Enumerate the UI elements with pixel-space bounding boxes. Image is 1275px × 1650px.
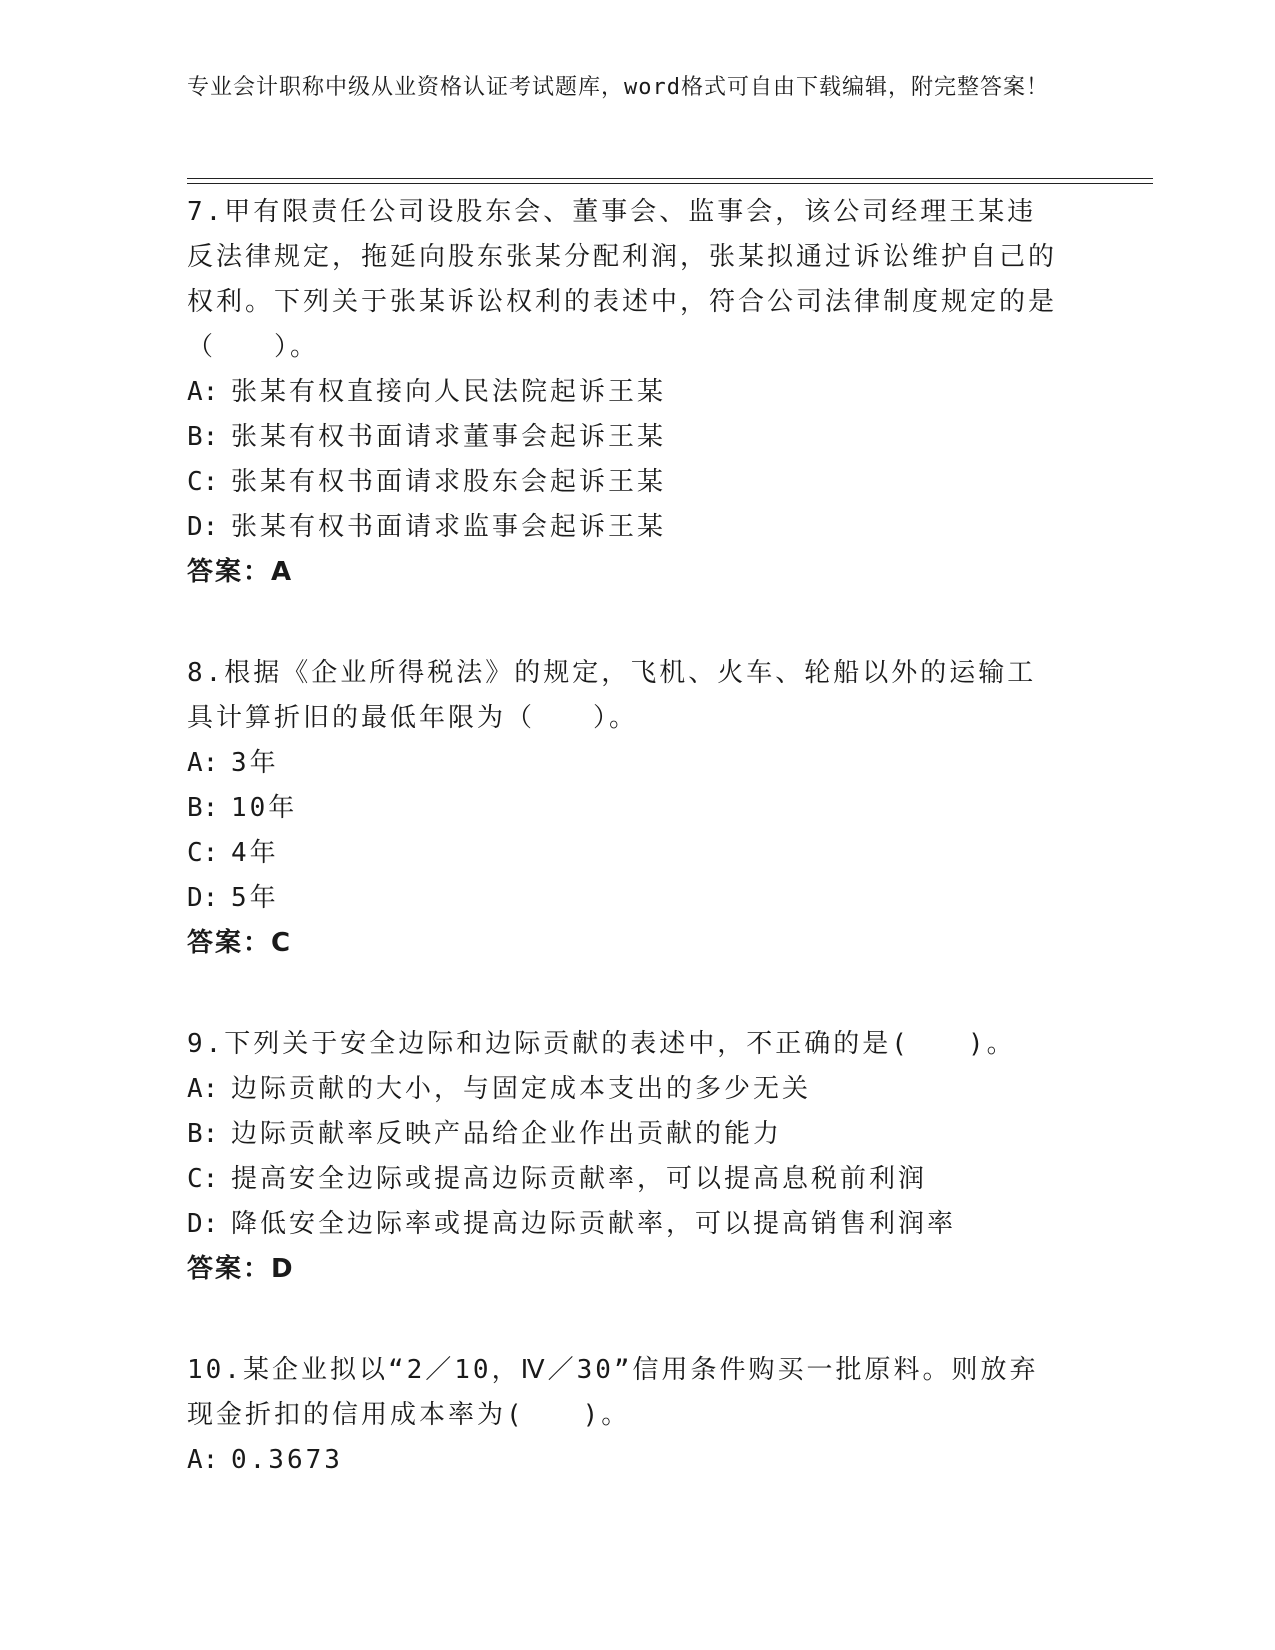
option-text: 0.3673 [231, 1445, 343, 1475]
option-key: D: [187, 1209, 219, 1239]
option-key: C: [187, 838, 219, 868]
question-stem: 7.甲有限责任公司设股东会、董事会、监事会，该公司经理王某违反法律规定，拖延向股东张某分配利润，张某拟通过诉讼维护自己的权利。下列关于张某诉讼权利的表述中，符合公司法律制度规定的是（ ）。 [187, 197, 1058, 362]
option-key: D: [187, 883, 219, 913]
question-list [187, 190, 1087, 1539]
question-9 [187, 1022, 1087, 1292]
option-d [187, 876, 1087, 921]
option-key: A: [187, 1074, 219, 1104]
answer-line: 答案：D [187, 1254, 295, 1284]
option-key: C: [187, 1164, 219, 1194]
option-b [187, 786, 1087, 831]
document-header: 专业会计职称中级从业资格认证考试题库，word格式可自由下载编辑，附完整答案！ [187, 75, 1049, 100]
option-a [187, 370, 1087, 415]
option-a [187, 1067, 1087, 1112]
option-a [187, 1438, 1087, 1483]
header-divider-top [187, 178, 1153, 179]
option-key: A: [187, 377, 219, 407]
header-divider-bottom [187, 183, 1153, 184]
option-a [187, 741, 1087, 786]
option-text: 5年 [231, 883, 279, 913]
option-key: B: [187, 422, 219, 452]
option-key: A: [187, 1445, 219, 1475]
option-text: 提高安全边际或提高边际贡献率，可以提高息税前利润 [231, 1164, 928, 1194]
answer-line: 答案：C [187, 928, 293, 958]
option-text: 张某有权书面请求监事会起诉王某 [231, 512, 667, 542]
question-10 [187, 1348, 1087, 1483]
option-key: B: [187, 793, 219, 823]
option-text: 4年 [231, 838, 279, 868]
question-7 [187, 190, 1087, 595]
question-stem: 8.根据《企业所得税法》的规定，飞机、火车、轮船以外的运输工具计算折旧的最低年限为（ ）。 [187, 658, 1037, 733]
option-text: 张某有权直接向人民法院起诉王某 [231, 377, 667, 407]
option-c [187, 460, 1087, 505]
option-d [187, 1202, 1087, 1247]
option-text: 张某有权书面请求董事会起诉王某 [231, 422, 667, 452]
option-key: C: [187, 467, 219, 497]
option-text: 边际贡献率反映产品给企业作出贡献的能力 [231, 1119, 783, 1149]
option-text: 张某有权书面请求股东会起诉王某 [231, 467, 667, 497]
option-text: 10年 [231, 793, 298, 823]
option-b [187, 415, 1087, 460]
option-text: 降低安全边际率或提高边际贡献率，可以提高销售利润率 [231, 1209, 957, 1239]
answer-line: 答案：A [187, 557, 294, 587]
question-8 [187, 651, 1087, 966]
question-stem: 9.下列关于安全边际和边际贡献的表述中，不正确的是( )。 [187, 1029, 1016, 1059]
question-stem: 10.某企业拟以“2／10，Ⅳ／30”信用条件购买一批原料。则放弃现金折扣的信用成本率为( )。 [187, 1355, 1039, 1430]
option-key: D: [187, 512, 219, 542]
option-d [187, 505, 1087, 550]
option-c [187, 831, 1087, 876]
option-key: B: [187, 1119, 219, 1149]
option-b [187, 1112, 1087, 1157]
option-text: 边际贡献的大小，与固定成本支出的多少无关 [231, 1074, 812, 1104]
option-key: A: [187, 748, 219, 778]
option-c [187, 1157, 1087, 1202]
option-text: 3年 [231, 748, 279, 778]
